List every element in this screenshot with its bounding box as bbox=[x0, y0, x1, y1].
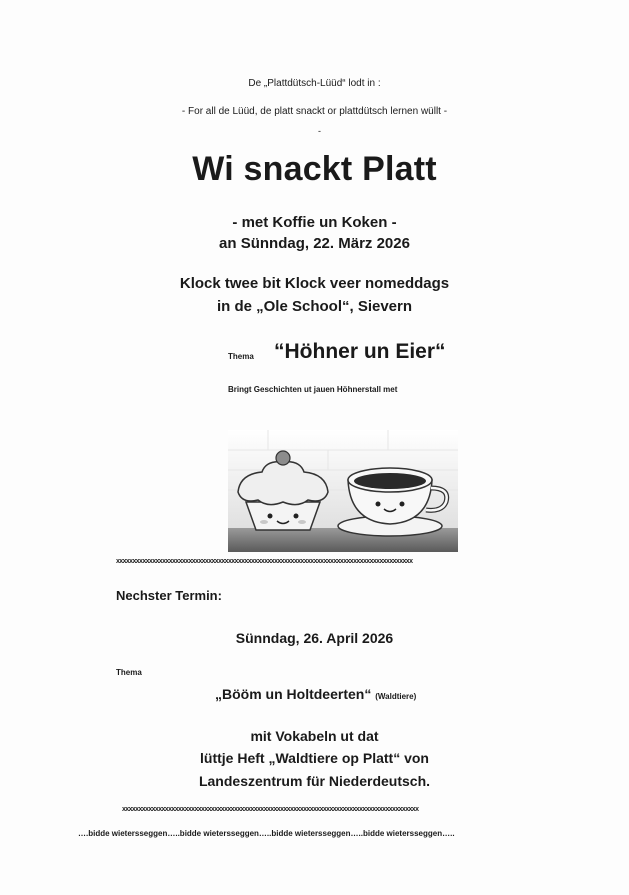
thema-title: “Höhner un Eier“ bbox=[274, 340, 446, 363]
koffie-text: - met Koffie un Koken - bbox=[232, 214, 397, 231]
thema-label: Thema bbox=[228, 352, 254, 361]
intro-text: De „Plattdütsch-Lüüd“ lodt in : bbox=[248, 78, 381, 89]
separator-line-bottom: xxxxxxxxxxxxxxxxxxxxxxxxxxxxxxxxxxxxxxxxxxxxxxxxxxxxxxxxxxxxxxxxxxxxxxxxxxxxxxxxxxxxxxxxxx bbox=[122, 806, 419, 813]
dash-mark: - bbox=[318, 126, 321, 136]
audience-text: - For all de Lüüd, de platt snackt or plattdütsch lernen wüllt - bbox=[181, 106, 448, 117]
next-date: Sünndag, 26. April 2026 bbox=[235, 630, 394, 646]
thema2-title-text: „Bööm un Holtdeerten“ bbox=[215, 686, 372, 702]
event-time: Klock twee bit Klock veer nomeddags bbox=[179, 275, 450, 292]
thema2-label: Thema bbox=[116, 668, 142, 677]
cupcake-and-coffee-cup-illustration bbox=[228, 430, 458, 552]
thema2-title bbox=[215, 686, 416, 702]
event-date: an Sünndag, 22. März 2026 bbox=[219, 235, 410, 252]
footer-text: ….bidde wietersseggen…..bidde wietersseggen…..bidde wietersseggen…..bidde wietersseggen….. bbox=[78, 829, 455, 838]
next-termin-label: Nechster Termin: bbox=[116, 588, 222, 603]
thema2-note: (Waldtiere) bbox=[375, 692, 417, 701]
vokabeln-line-2: lüttje Heft „Waldtiere op Platt“ von bbox=[200, 750, 429, 766]
separator-line: xxxxxxxxxxxxxxxxxxxxxxxxxxxxxxxxxxxxxxxxxxxxxxxxxxxxxxxxxxxxxxxxxxxxxxxxxxxxxxxxxxxxxxxxxx bbox=[116, 558, 413, 565]
vokabeln-line-3: Landeszentrum für Niederdeutsch. bbox=[198, 773, 431, 789]
bringt-text: Bringt Geschichten ut jauen Höhnerstall met bbox=[228, 385, 398, 394]
vokabeln-line-1: mit Vokabeln ut dat bbox=[250, 728, 379, 744]
page-title: Wi snackt Platt bbox=[192, 150, 437, 188]
event-place: in de „Ole School“, Sievern bbox=[216, 298, 413, 315]
